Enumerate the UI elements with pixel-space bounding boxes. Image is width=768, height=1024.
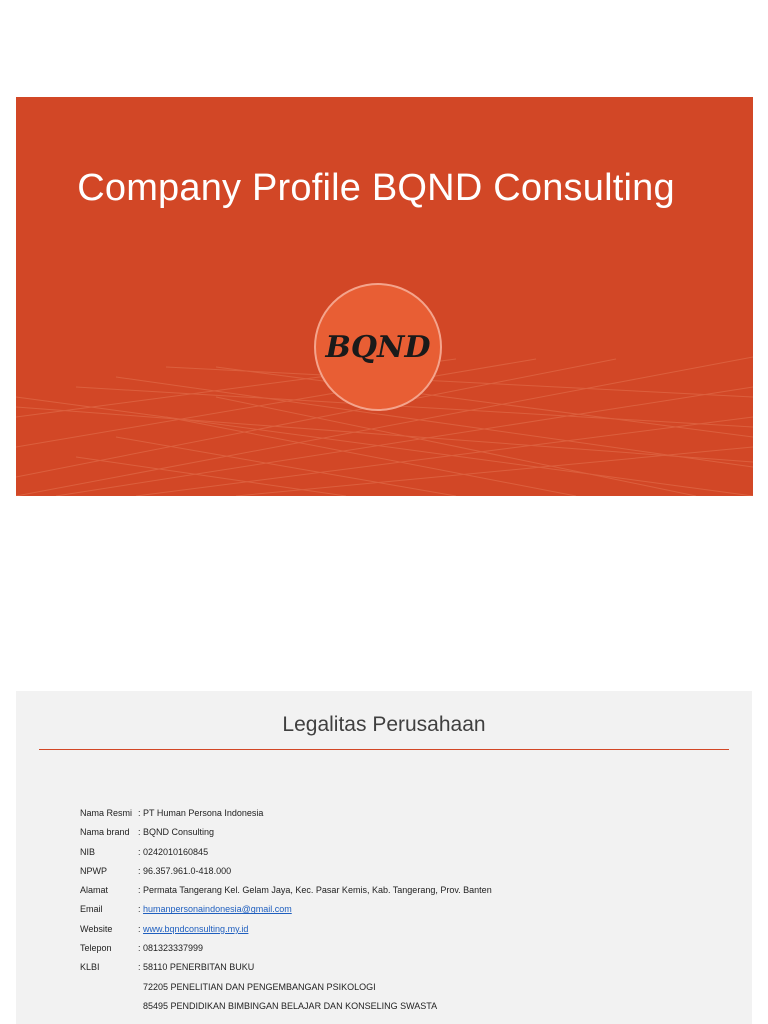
detail-row — [80, 808, 492, 827]
detail-label: Alamat — [80, 885, 109, 896]
value-prefix: : — [138, 904, 144, 915]
detail-value: : Permata Tangerang Kel. Gelam Jaya, Kec. Pasar Kemis, Kab. Tangerang, Prov. Banten — [138, 885, 492, 896]
legal-details — [80, 808, 492, 1020]
title-slide — [16, 97, 753, 496]
logo-text: BQND — [325, 329, 431, 365]
detail-label: Telepon — [80, 943, 112, 954]
detail-value: : 96.357.961.0-418.000 — [138, 865, 232, 876]
detail-value: : 58110 PENERBITAN BUKU — [138, 962, 255, 973]
detail-label: Email — [80, 904, 103, 915]
heading-divider — [39, 749, 729, 750]
detail-label: KLBI — [80, 962, 100, 973]
detail-row — [80, 827, 492, 846]
detail-row — [80, 924, 492, 943]
klbi-continuation: 85495 PENDIDIKAN BIMBINGAN BELAJAR DAN KONSELING SWASTA — [143, 1000, 438, 1011]
klbi-continuation: 72205 PENELITIAN DAN PENGEMBANGAN PSIKOLOGI — [143, 981, 376, 992]
value-prefix: : — [138, 923, 144, 934]
detail-label: NPWP — [80, 865, 107, 876]
email-link[interactable]: humanpersonaindonesia@gmail.com — [143, 904, 292, 915]
section-heading: Legalitas Perusahaan — [282, 713, 486, 736]
detail-row — [80, 847, 492, 866]
detail-value: : BQND Consulting — [138, 827, 215, 838]
detail-value — [138, 924, 248, 943]
detail-row — [80, 943, 492, 962]
detail-value — [138, 904, 292, 923]
detail-value: : 081323337999 — [138, 943, 204, 954]
detail-value: : PT Human Persona Indonesia — [138, 808, 264, 818]
website-link[interactable]: www.bqndconsulting.my.id — [143, 923, 249, 934]
detail-row — [80, 885, 492, 904]
detail-label: Website — [80, 923, 113, 934]
detail-row — [80, 866, 492, 885]
bqnd-logo — [314, 283, 442, 411]
legal-slide — [16, 691, 752, 1024]
detail-label: NIB — [80, 846, 96, 857]
slide-title: Company Profile BQND Consulting — [77, 167, 675, 209]
detail-row — [80, 962, 492, 981]
detail-row — [80, 904, 492, 923]
detail-label: Nama brand — [80, 827, 130, 838]
detail-value: : 0242010160845 — [138, 846, 209, 857]
detail-label: Nama Resmi — [80, 808, 133, 818]
